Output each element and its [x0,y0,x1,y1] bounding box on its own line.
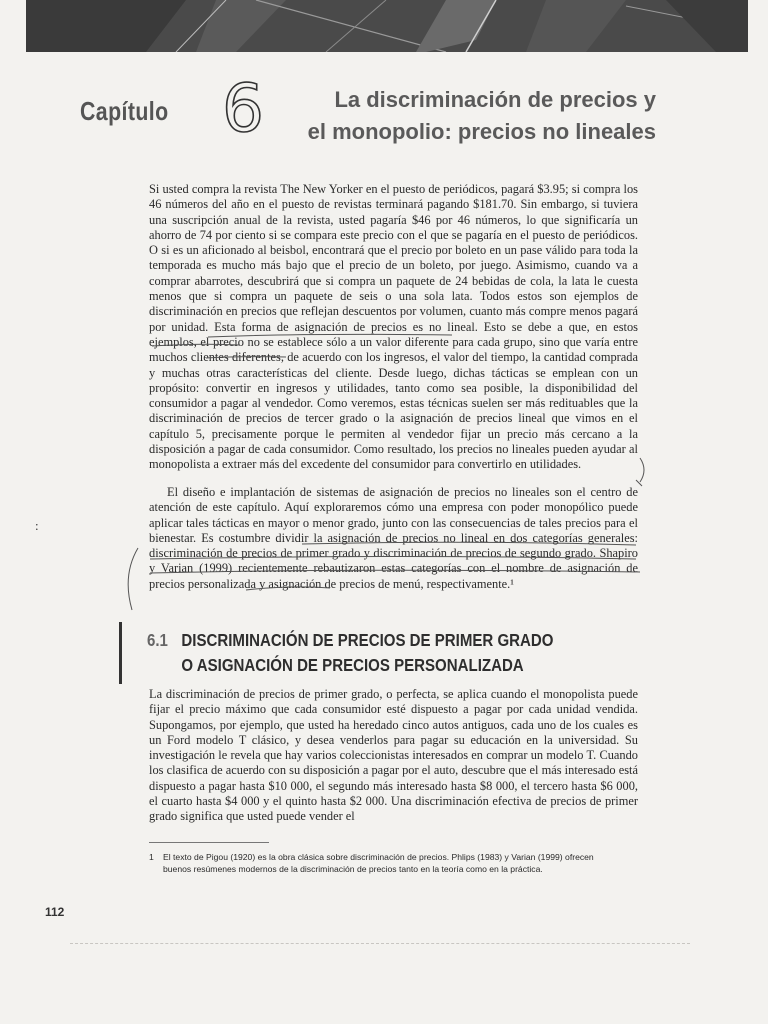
section-number: 6.1 [147,630,168,650]
chapter-number: 6 [222,70,264,147]
body-paragraph-2: El diseño e implantación de sistemas de asignación de precios no lineales son el centro de atención de este capítulo. Aquí exploraremos cómo una empresa con poder monopólico puede aplicar tales tácticas en mayor o menor grado, junto con las consecuencias de tales precios para el bienestar. Es costumbre dividir la asignación de precios no lineal en dos categorías generales: discriminación de precios de primer grado y discriminación de precios de segundo grado. Shapiro y Varian (1999) recientemente rebautizaron estas categorías con el nombre de asignación de precios personalizada y asignación de precios de menú, respectivamente.¹ [149,485,638,591]
chapter-title [296,84,656,148]
chapter-title-line2: el monopolio: precios no lineales [307,119,656,144]
header-banner [26,0,748,52]
section-marker-bar [119,622,122,684]
footnote [149,851,619,875]
section-heading [147,628,629,678]
footnote-divider [149,842,269,843]
footnote-text: El texto de Pigou (1920) es la obra clásica sobre discriminación de precios. Phlips (1983) y Varian (1999) ofrecen buenos resúmenes modernos de la discriminación de precios tanto en la teoría como en la práctica. [163,852,594,874]
chapter-title-line1: La discriminación de precios y [334,87,656,112]
chapter-label: Capítulo [80,96,169,126]
page-number: 112 [45,905,65,919]
section-title-line1: DISCRIMINACIÓN DE PRECIOS DE PRIMER GRADO [181,630,554,650]
scan-bottom-line [70,943,690,944]
body-paragraph-3: La discriminación de precios de primer grado, o perfecta, se aplica cuando el monopolista puede fijar el precio máximo que cada consumidor esté dispuesto a pagar por cada unidad vendida. Supongamos, por ejemplo, que usted ha heredado cinco autos antiguos, cada uno de los cuales es un Ford modelo T clásico, y desea venderlos para pagar su educación en la universidad. Su investigación le revela que hay varios coleccionistas interesados en comprar un modelo T. Cuando los clasifica de acuerdo con su disposición a pagar por el auto, descubre que el más interesado está dispuesto a pagar hasta $10 000, el segundo más interesado hasta $8 000, el tercero hasta $6 000, el cuarto hasta $4 000 y el quinto hasta $2 000. Una discriminación efectiva de precios de primer grado significa que usted puede vender el [149,687,638,824]
body-paragraph-1: Si usted compra la revista The New Yorker en el puesto de periódicos, pagará $3.95; si compra los 46 números del año en el puesto de revistas terminará pagando $181.70. Sin embargo, si tuviera una suscripción anual de la revista, usted pagaría $46 por 46 números, lo que significaría un ahorro de 74 por ciento si se compara este precio con el que se pagaría en el puesto de periódicos. O si es un aficionado al beisbol, encontrará que el precio por boleto en un pase válido para toda la temporada es mucho más bajo que el precio de un boleto, por juego. Asimismo, cuando va a comprar abarrotes, descubrirá que si compra un paquete de 24 bebidas de cola, la lata le cuesta menos que si compra un paquete de seis o una sola lata. Todos estos son ejemplos de discriminación en precios que reflejan descuentos por volumen, cuanto más compre menos pagará por unidad. Esta forma de asignación de precios es no lineal. Esto se debe a que, en estos ejemplos, el precio no se establece sólo a un valor diferente para cada grupo, sino que varía entre muchos clientes diferentes, de acuerdo con los ingresos, el valor del tiempo, la cantidad comprada y muchas otras características del cliente. Desde luego, dichas tácticas se emplean con un propósito: convertir en ingresos y utilidades, tanto como sea posible, la disponibilidad del consumidor a pagar al vendedor. Como veremos, estas técnicas suelen ser más redituables que la discriminación de precios de tercer grado o la asignación de precios lineal que vimos en el capítulo 5, precisamente porque le permiten al vendedor fijar un precio más cercano a la disposición a pagar de cada consumidor. Como resultado, los precios no lineales pueden ayudar al monopolista a extraer más del excedente del consumidor para convertirlo en utilidades. [149,182,638,472]
margin-mark: : [35,518,39,533]
handwritten-bracket [128,548,138,610]
section-title-line2: O ASIGNACIÓN DE PRECIOS PERSONALIZADA [181,655,524,675]
banner-decoration [26,0,748,52]
footnote-marker: 1 [149,852,154,862]
